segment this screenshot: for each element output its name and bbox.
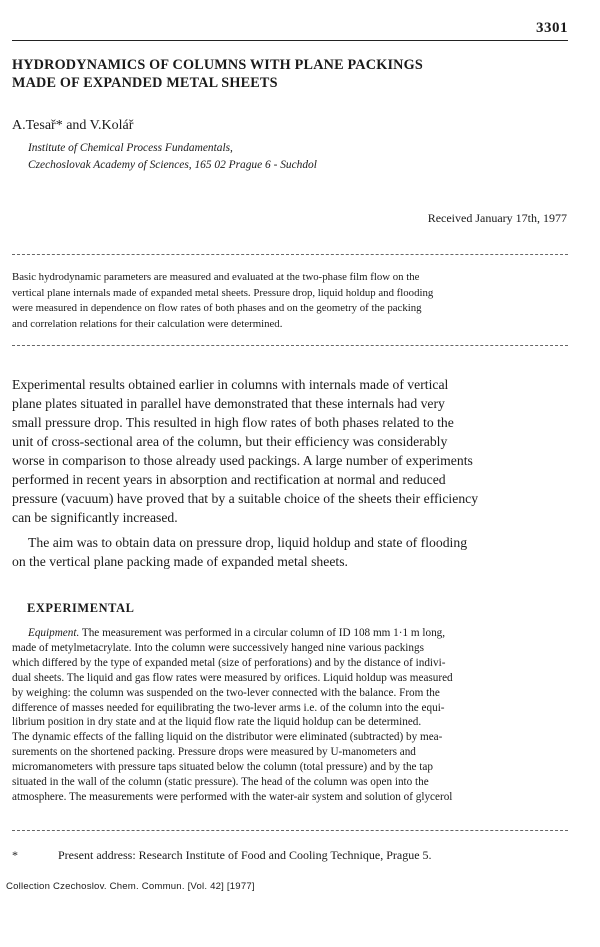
body-line: made of metylmetacrylate. Into the column were successively hanged nine various packings [12,641,424,654]
body-line: pressure (vacuum) have proved that by a suitable choice of the sheets their efficiency [12,491,479,506]
title-line: HYDRODYNAMICS OF COLUMNS WITH PLANE PACKINGS [12,57,423,73]
section-heading: EXPERIMENTAL [27,601,135,615]
abstract-line: were measured in dependence on flow rates of both phases and on the geometry of the packing [12,302,422,314]
run-in-heading: Equipment. [28,627,80,639]
abstract-rule-top [12,254,568,255]
body-line: by weighing: the column was suspended on the two-lever connected with the balance. From the [12,686,440,699]
body-line: which differed by the type of expanded metal (size of perforations) and by the distance of indivi- [12,656,446,669]
body-line: worse in comparison to those already used packings. A large number of experiments [12,453,473,468]
experimental-text [12,626,568,805]
received-date: Received January 17th, 1977 [427,211,567,225]
body-line: performed in recent years in absorption and rectification at normal and reduced [12,472,446,487]
body-line: The aim was to obtain data on pressure drop, liquid holdup and state of flooding [28,535,468,550]
body-line: Experimental results obtained earlier in columns with internals made of vertical [12,377,449,392]
intro-paragraph-1 [12,375,568,527]
affiliation [28,140,317,174]
body-line: dual sheets. The liquid and gas flow rates were measured by orifices. Liquid holdup was measured [12,671,453,684]
affiliation-line: Czechoslovak Academy of Sciences, 165 02 Prague 6 - Suchdol [28,159,317,171]
page-number: 3301 [536,20,568,36]
intro-paragraph-2 [12,533,568,571]
body-line: atmosphere. The measurements were performed with the water-air system and solution of glycerol [12,790,453,803]
body-line: surements on the shortened packing. Pressure drops were measured by U-manometers and [12,746,416,759]
body-line: difference of masses needed for equilibrating the two-lever arms i.e. of the column into the equi- [12,701,445,714]
run-in-text: The measurement was performed in a circular column of ID 108 mm 1·1 m long, [79,627,446,639]
abstract [12,270,564,332]
header-rule [12,40,568,41]
body-line [12,626,568,641]
article-title [12,56,552,92]
body-line: on the vertical plane packing made of expanded metal sheets. [12,554,348,569]
footnote-text: Present address: Research Institute of Food and Cooling Technique, Prague 5. [58,848,432,862]
abstract-rule-bottom [12,345,568,346]
title-line: MADE OF EXPANDED METAL SHEETS [12,75,278,91]
body-line: librium position in dry state and at the liquid flow rate the liquid holdup can be determined. [12,716,422,729]
body-line: plane plates situated in parallel have demonstrated that these internals had very [12,396,445,411]
footnote [12,848,432,863]
body-line: can be significantly increased. [12,510,178,525]
body-line: The dynamic effects of the falling liquid on the distributor were eliminated (subtracted) by mea- [12,731,443,744]
body-line: micromanometers with pressure taps situated below the column (total pressure) and by the tap [12,761,433,774]
body-line: unit of cross-sectional area of the column, but their efficiency was considerably [12,434,448,449]
author-list: A.Tesař* and V.Kolář [12,118,134,133]
journal-citation: Collection Czechoslov. Chem. Commun. [Vol. 42] [1977] [6,881,255,892]
abstract-line: Basic hydrodynamic parameters are measured and evaluated at the two-phase film flow on the [12,271,420,283]
body-line: situated in the wall of the column (static pressure). The head of the column was open into the [12,776,429,789]
affiliation-line: Institute of Chemical Process Fundamentals, [28,142,233,154]
body-line: small pressure drop. This resulted in high flow rates of both phases related to the [12,415,454,430]
footnote-rule [12,830,568,831]
abstract-line: vertical plane internals made of expanded metal sheets. Pressure drop, liquid holdup and flooding [12,286,434,299]
footnote-mark: * [12,848,18,862]
abstract-line: and correlation relations for their calculation were determined. [12,317,283,330]
